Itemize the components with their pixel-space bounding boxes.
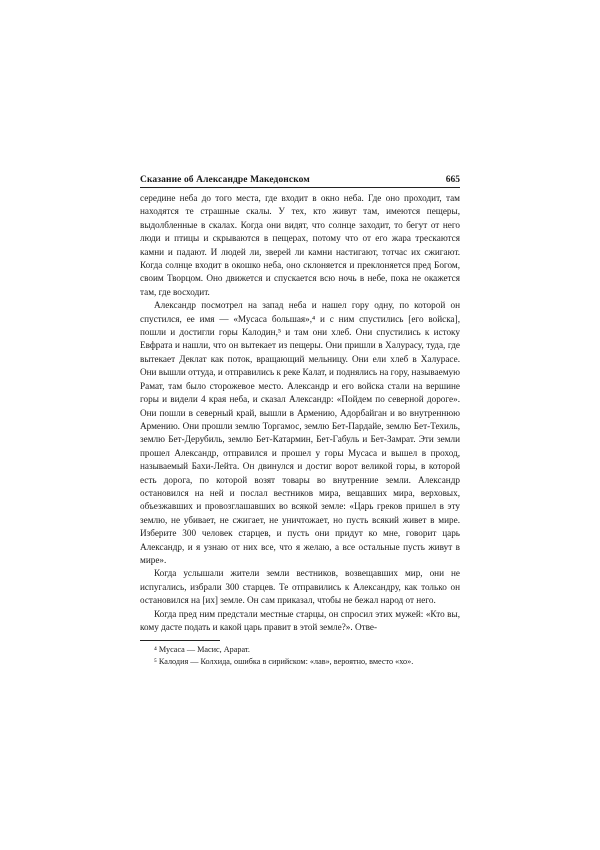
footnote: ⁴ Мусаса — Масис, Арарат. <box>154 645 250 655</box>
running-title: Сказание об Александре Македонском <box>140 175 310 185</box>
page-number: 665 <box>445 175 460 185</box>
book-page <box>140 175 460 667</box>
footnotes <box>140 644 460 667</box>
paragraph: Когда услышали жители земли вестников, возвещавших мир, они не испугались, избрали 300 старцев. Те отправились к Александру, как только он остановился на [их] земле. Он сам приказал, чтобы не бежал народ от него. <box>140 568 460 606</box>
paragraph: Александр посмотрел на запад неба и нашел гору одну, по которой он спустился, ее имя — «Мусаса большая»,⁴ и с ним спустились [его войска], пошли и достигли горы Калодин,⁵ и там они хлеб. Они спустились к истоку Евфрата и нашли, что он вытекает из пещеры. Они пришли в Халурасу, туда, где вытекает Деклат как поток, вращающий мельницу. Они ели хлеб в Халурасе. Они вышли оттуда, и отправились к реке Калат, и поднялись на гору, называемую Рамат, там было сторожевое место. Александр и его войска стали на вершине горы и видели 4 края неба, и сказал Александр: «Пойдем по северной дороге». Они пошли в северный край, вышли в Армению, Адорбайган и во внутреннюю Армению. Они прошли землю Торгамос, землю Бет-Пардайе, землю Бет-Техиль, землю Бет-Дерубиль, землю Бет-Катармин, Бет-Габуль и Бет-Замрат. Эти земли прошел Александр, отправился и прошел у горы Мусаса и вышел в проход, называемый Бахи-Лейта. Он двинулся и достиг ворот великой горы, в которой есть дорога, по которой возят товары во внутренние земли. Александр остановился на ней и послал вестников мира, вещавших мира, верховых, объезжавших и провозглашавших во всякой земле: «Царь греков пришел в эту землю, не убивает, не сжигает, не уничтожает, но пусть всякий живет в мире. Изберите 300 человек старцев, и пусть они придут ко мне, говорит царь Александр, и я узнаю от них все, что я желаю, а все остальные пусть живут в мире». <box>140 300 460 565</box>
footnote: ⁵ Калодия — Колхида, ошибка в сирийском: «лав», вероятно, вместо «хо». <box>154 656 414 666</box>
paragraph: середине неба до того места, где входит в окно неба. Где оно проходит, там находятся те страшные скалы. У тех, кто живут там, имеются пещеры, выдолбленные в скалах. Когда они видят, что солнце заходит, то бегут от него люди и птицы и скрываются в пещерах, потому что от его жара трескаются камни и падают. И людей ли, зверей ли камни настигают, тотчас их сжигают. Когда солнце входит в окошко неба, оно склоняется и преклоняется пред Богом, своим Творцом. Оно движется и спускается всю ночь в небе, пока не окажется там, где восходит. <box>140 193 460 297</box>
body-text <box>140 192 460 634</box>
paragraph: Когда пред ним предстали местные старцы, он спросил этих мужей: «Кто вы, кому дасте подать и какой царь правит в этой земле?». Отве- <box>140 608 460 632</box>
running-header <box>140 175 460 188</box>
footnote-divider <box>140 640 220 641</box>
